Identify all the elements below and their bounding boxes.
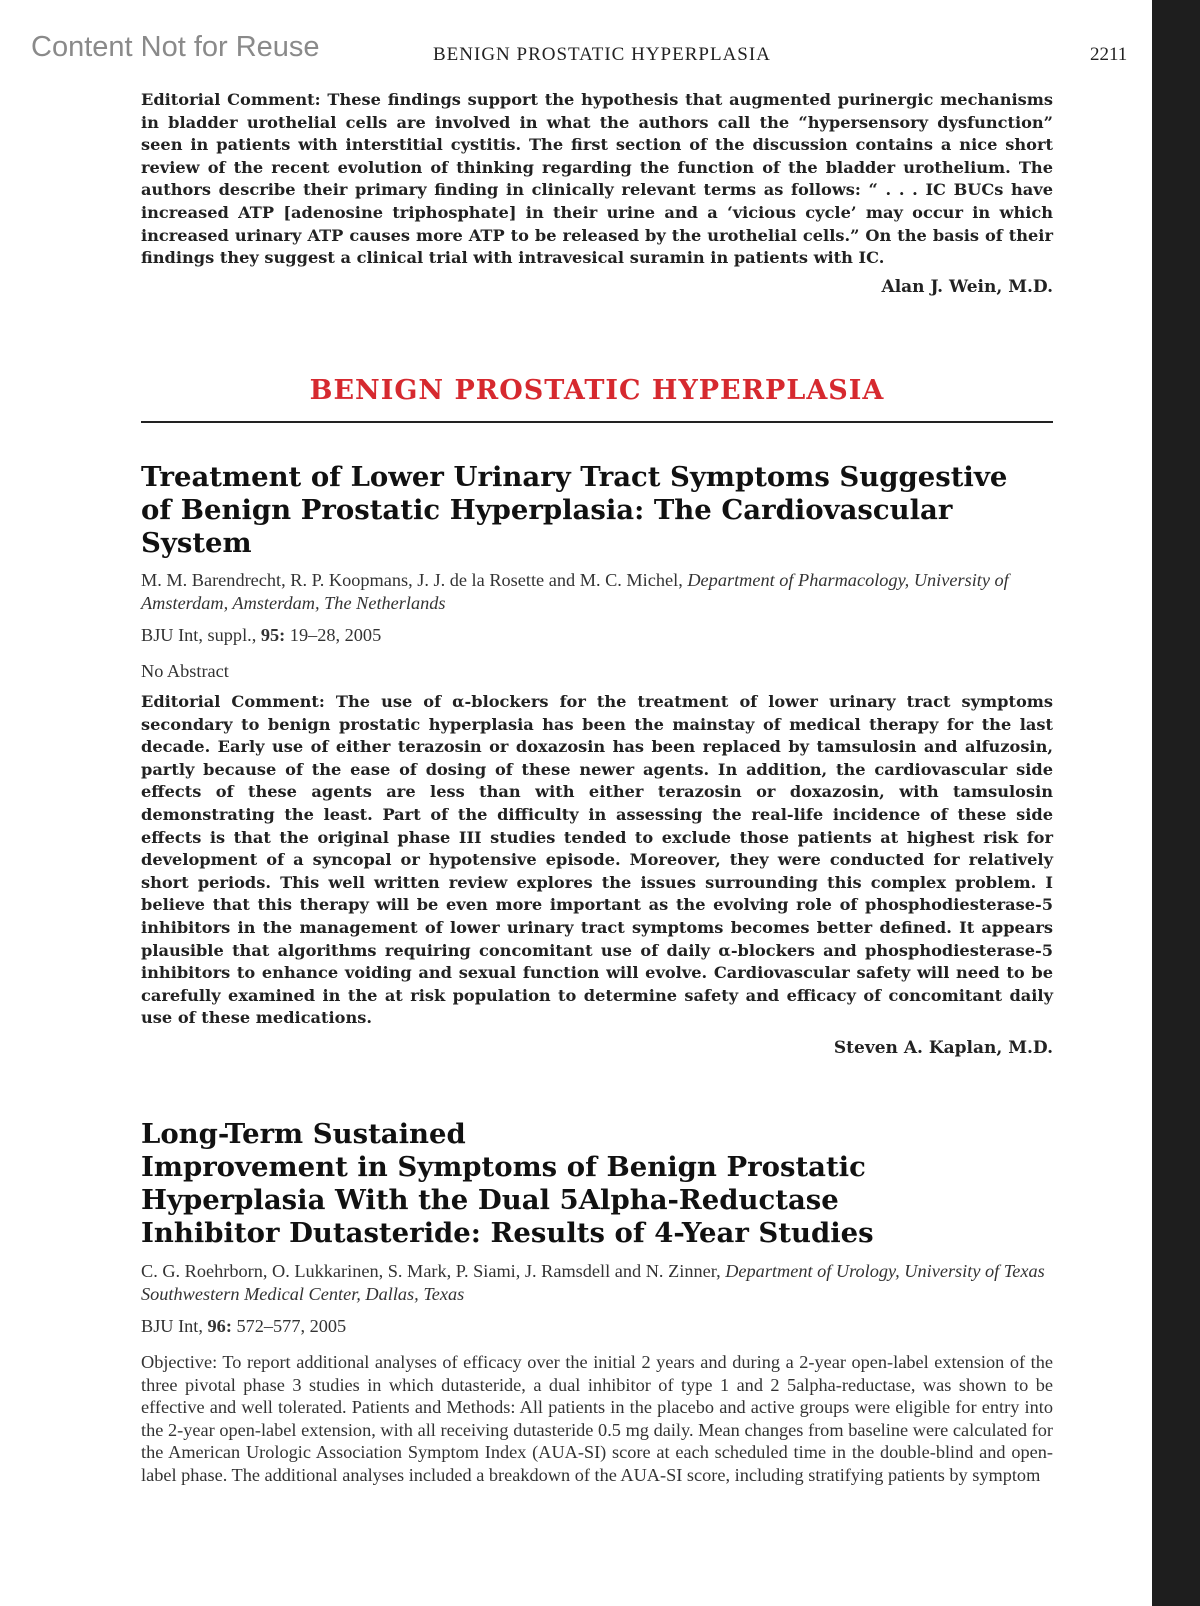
- article-1-abstract-note: No Abstract: [141, 661, 229, 681]
- article-2: [141, 1118, 1053, 1487]
- article-2-journal: BJU Int,: [141, 1316, 208, 1336]
- article-2-title-line-3: Hyperplasia With the Dual 5Alpha-Reductase: [141, 1184, 839, 1216]
- article-1-author-list: M. M. Barendrecht, R. P. Koopmans, J. J. de la Rosette and M. C. Michel,: [141, 570, 688, 590]
- article-2-title: [141, 1118, 1053, 1250]
- page-number: 2211: [1090, 44, 1128, 65]
- article-2-author-list: C. G. Roehrborn, O. Lukkarinen, S. Mark, P. Siami, J. Ramsdell and N. Zinner,: [141, 1261, 726, 1281]
- section-divider: [141, 421, 1053, 423]
- article-2-authors: [141, 1260, 1053, 1306]
- article-1-title-line-1: Treatment of Lower Urinary Tract Symptoms Suggestive: [141, 461, 1008, 493]
- article-2-title-line-1: Long-Term Sustained: [141, 1118, 466, 1150]
- article-2-title-line-4: Inhibitor Dutasteride: Results of 4-Year Studies: [141, 1217, 874, 1249]
- section-header: BENIGN PROSTATIC HYPERPLASIA: [309, 375, 885, 406]
- article-1-pages-year: 19–28, 2005: [285, 625, 382, 645]
- article-2-abstract: Objective: To report additional analyses of efficacy over the initial 2 years and during a 2-year open-label extension of the three pivotal phase 3 studies in which dutasteride, a dual inhibitor of type 1 and 2 5alpha-reductase, was shown to be effective and well tolerated. Patients and Methods: All patients in the placebo and active groups were eligible for entry into the 2-year open-label extension, with all receiving dutasteride 0.5 mg daily. Mean changes from baseline were calculated for the American Urologic Association Symptom Index (AUA-SI) score at each scheduled time in the double-blind and open-label phase. The additional analyses included a breakdown of the AUA-SI score, including stratifying patients by symptom: [141, 1352, 1053, 1485]
- article-1-affiliation: Department of Pharmacology, University of Amsterdam, Amsterdam, The Netherlands: [141, 570, 1009, 613]
- article-1-editorial-comment: Editorial Comment: The use of α-blockers for the treatment of lower urinary tract symptoms secondary to benign prostatic hyperplasia has been the mainstay of medical therapy for the last decade. Early use of either terazosin or doxazosin has been replaced by tamsulosin and alfuzosin, partly because of the ease of dosing of these newer agents. In addition, the cardiovascular side effects of these agents are less than with either terazosin or doxazosin, with tamsulosin demonstrating the least. Part of the difficulty in assessing the real-life incidence of these side effects is that the original phase III studies tended to exclude those patients at highest risk for development of a syncopal or hypotensive episode. Moreover, they were conducted for relatively short periods. This well written review explores the issues surrounding this complex problem. I believe that this therapy will be even more important as the evolving role of phosphodiesterase-5 inhibitors in the management of lower urinary tract symptoms becomes better defined. It appears plausible that algorithms requiring concomitant use of daily α-blockers and phosphodiesterase-5 inhibitors to enhance voiding and sexual function will evolve. Cardiovascular safety will need to be carefully examined in the at risk population to determine safety and efficacy of concomitant daily use of these medications.: [141, 692, 1053, 1028]
- article-1-comment-signature: Steven A. Kaplan, M.D.: [833, 1037, 1053, 1058]
- ic-editorial-block: [141, 89, 1053, 297]
- article-1-journal: BJU Int, suppl.,: [141, 625, 261, 645]
- ic-comment-signature: Alan J. Wein, M.D.: [881, 276, 1053, 297]
- ic-editorial-comment: Editorial Comment: These findings support the hypothesis that augmented purinergic mechanisms in bladder urothelial cells are involved in what the authors call the “hypersensory dysfunction” seen in patients with interstitial cystitis. The first section of the discussion contains a nice short review of the recent evolution of thinking regarding the function of the bladder urothelium. The authors describe their primary finding in clinically relevant terms as follows: “ . . . IC BUCs have increased ATP [adenosine triphosphate] in their urine and a ‘vicious cycle’ may occur in which increased urinary ATP causes more ATP to be released by the urothelial cells.” On the basis of their findings they suggest a clinical trial with intravesical suramin in patients with IC.: [141, 90, 1053, 268]
- article-1-citation: [141, 624, 1053, 647]
- article-1-volume: 95:: [260, 625, 286, 645]
- article-2-affiliation: Department of Urology, University of Texas Southwestern Medical Center, Dallas, Texas: [141, 1261, 1045, 1304]
- article-2-volume: 96:: [207, 1316, 232, 1336]
- article-2-pages-year: 572–577, 2005: [231, 1316, 347, 1336]
- running-head: BENIGN PROSTATIC HYPERPLASIA: [433, 44, 771, 65]
- article-1: [141, 461, 1053, 1058]
- page-edge-band: [1152, 0, 1200, 1606]
- article-1-title: [141, 461, 1053, 560]
- article-2-title-line-2: Improvement in Symptoms of Benign Prostatic: [141, 1151, 866, 1183]
- watermark: Content Not for Reuse: [31, 31, 320, 63]
- article-2-citation: [141, 1315, 1053, 1338]
- article-1-authors: [141, 569, 1053, 615]
- article-1-title-line-2: of Benign Prostatic Hyperplasia: The Cardiovascular System: [141, 494, 953, 559]
